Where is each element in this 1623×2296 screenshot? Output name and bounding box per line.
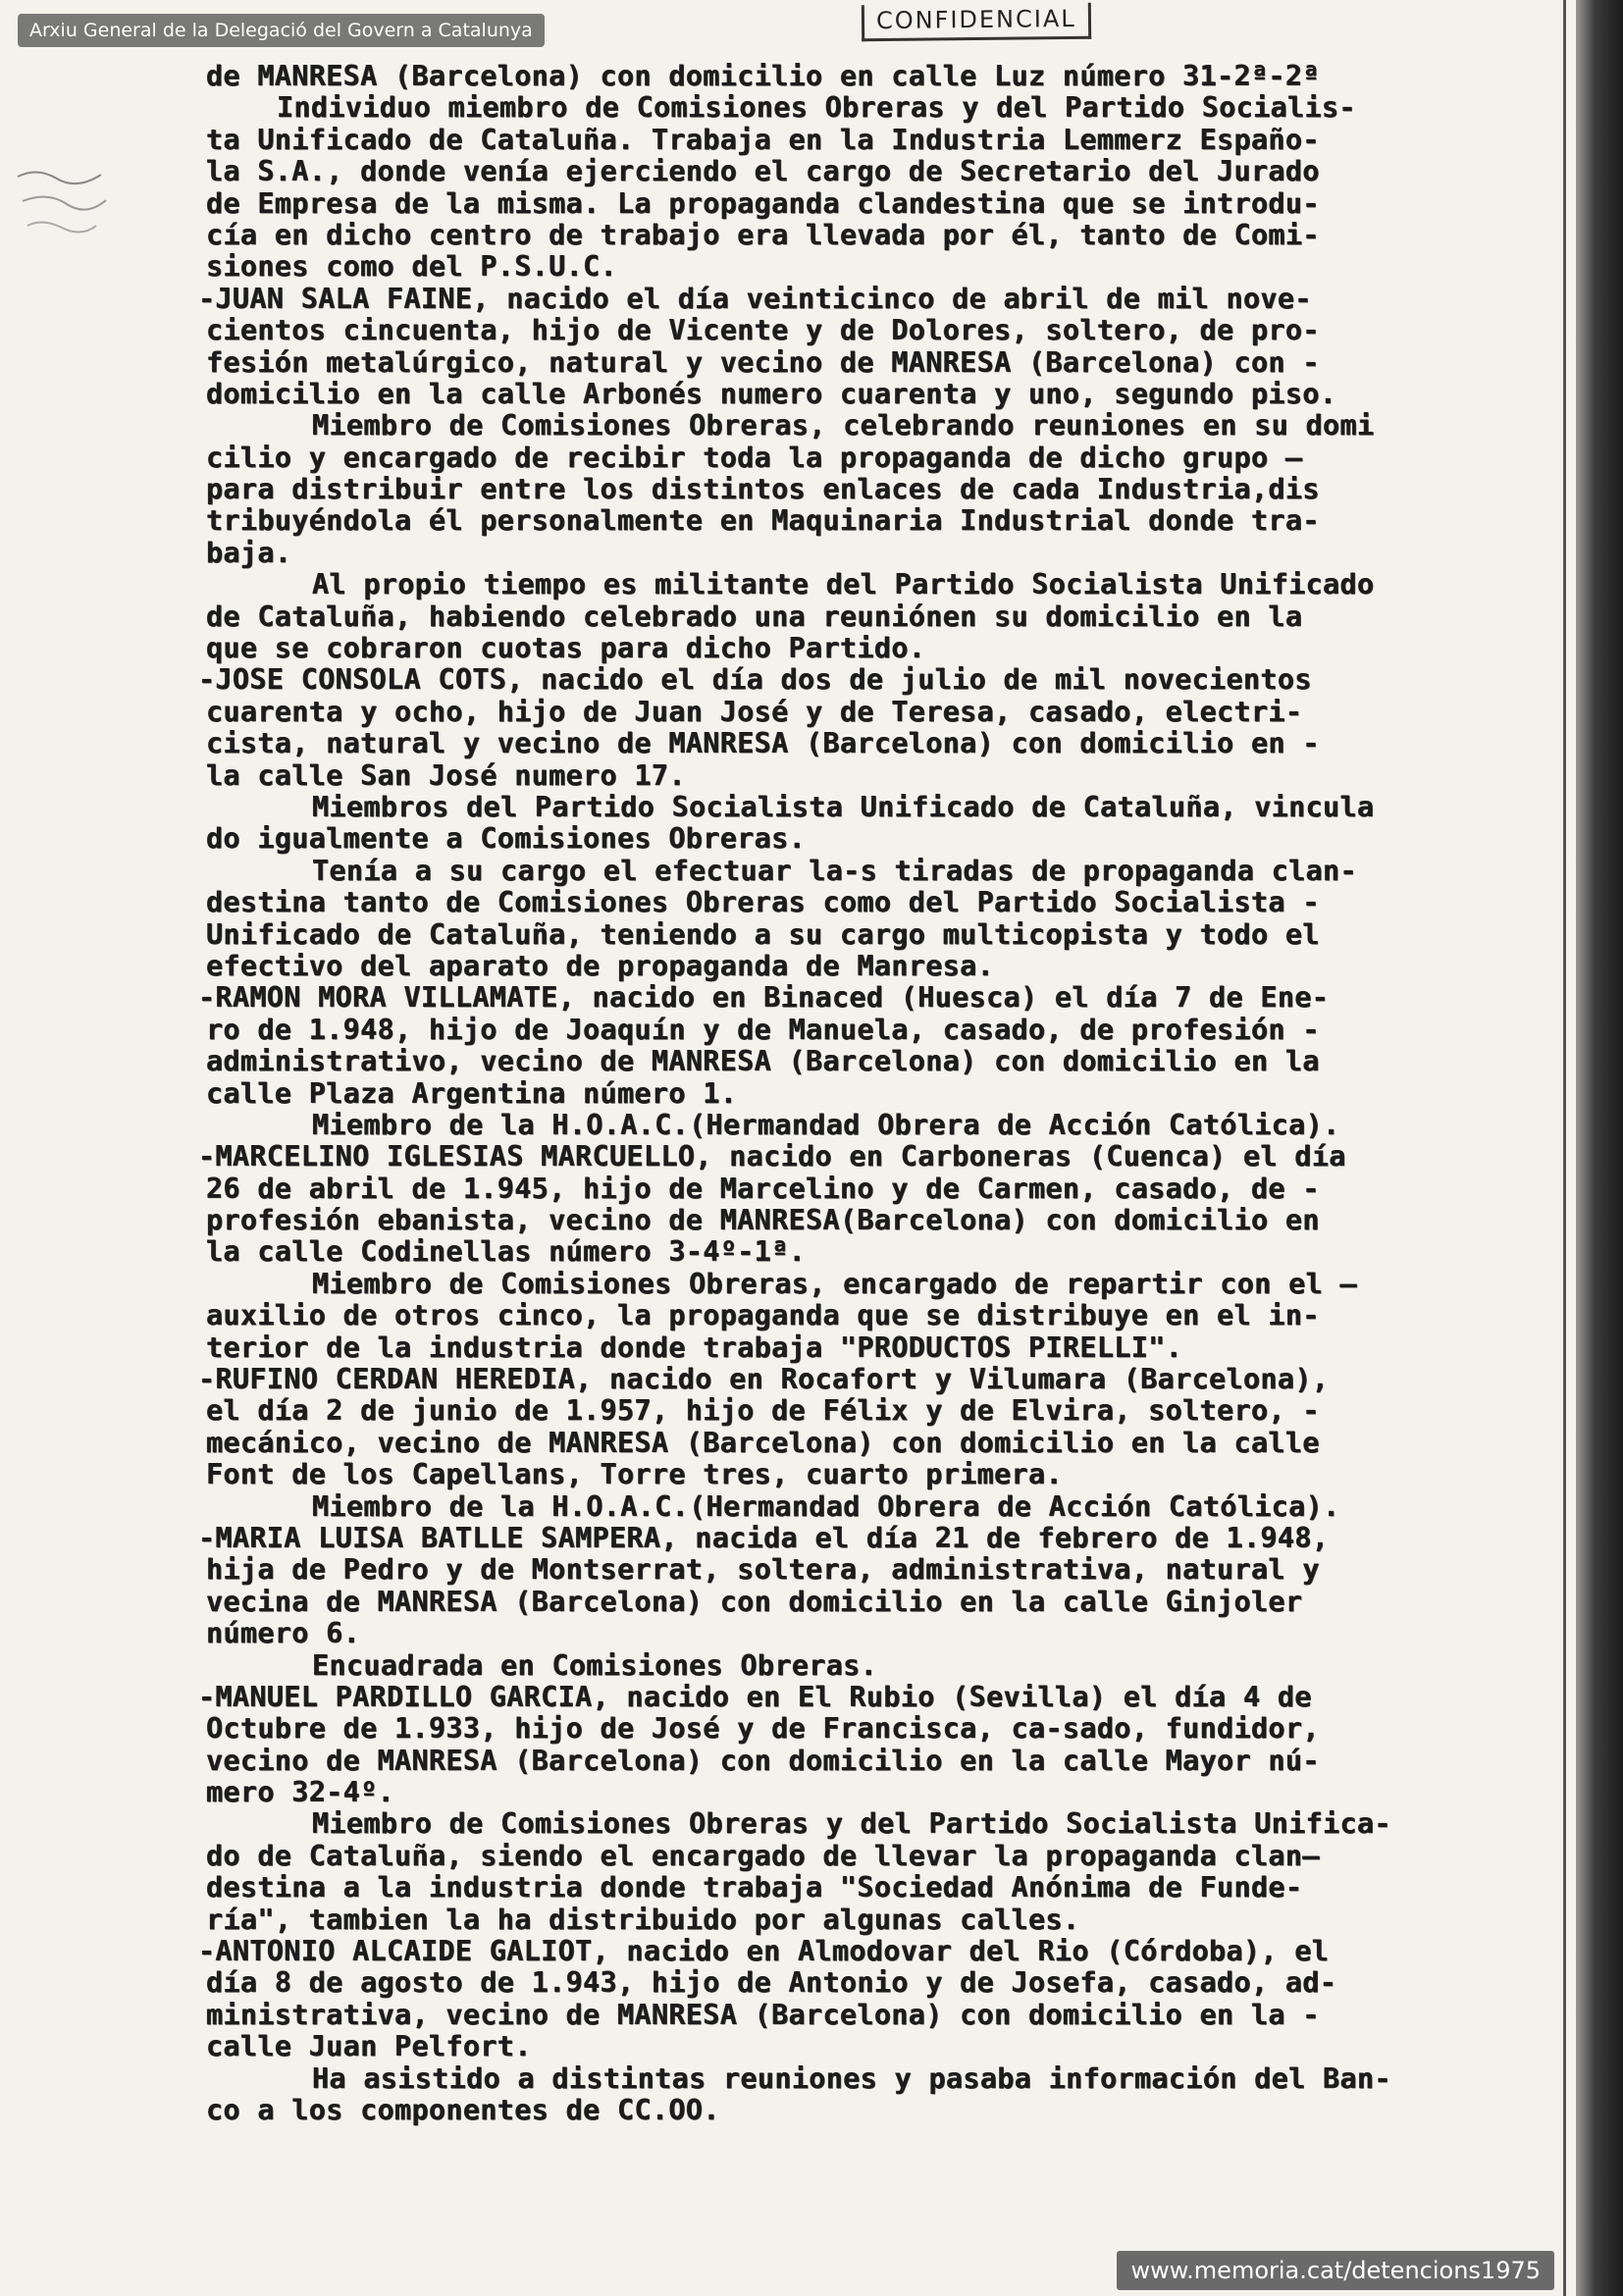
text-line: hija de Pedro y de Montserrat, soltera, administrativa, natural y [206, 1553, 1320, 1587]
text-line: destina a la industria donde trabaja "Sociedad Anónima de Funde- [206, 1871, 1303, 1905]
text-line: la calle Codinellas número 3-4º-1ª. [206, 1235, 807, 1269]
website-watermark: www.memoria.cat/detencions1975 [1117, 2251, 1554, 2290]
text-line: de MANRESA (Barcelona) con domicilio en calle Luz número 31-2ª-2ª [206, 60, 1320, 92]
text-line: cuarenta y ocho, hijo de Juan José y de Teresa, casado, electri- [206, 695, 1303, 728]
text-line: ta Unificado de Cataluña. Trabaja en la Industria Lemmerz Españo- [206, 123, 1320, 156]
text-line: cientos cincuenta, hijo de Vicente y de Dolores, soltero, de pro- [206, 314, 1320, 347]
text-line: la calle San José numero 17. [206, 758, 686, 792]
text-line: 26 de abril de 1.945, hijo de Marcelino y de Carmen, casado, de - [206, 1172, 1320, 1205]
text-line: mero 32-4º. [206, 1776, 395, 1809]
entry-heading-line: -ANTONIO ALCAIDE GALIOT, nacido en Almodovar del Rio (Córdoba), el [198, 1935, 1330, 1968]
text-line: la S.A., donde venía ejerciendo el cargo de Secretario del Jurado [206, 155, 1320, 188]
text-line: Miembros del Partido Socialista Unificado de Cataluña, vincula [312, 790, 1375, 823]
confidential-stamp: CONFIDENCIAL [862, 3, 1091, 41]
entry-heading-line: -MANUEL PARDILLO GARCIA, nacido en El Rubio (Sevilla) el día 4 de [198, 1680, 1312, 1713]
text-line: ría", tambien la ha distribuido por algunas calles. [206, 1903, 1080, 1936]
text-line: para distribuir entre los distintos enlaces de cada Industria,dis [206, 473, 1320, 506]
text-line: calle Juan Pelfort. [206, 2030, 532, 2063]
entry-heading-line: -JOSE CONSOLA COTS, nacido el día dos de julio de mil novecientos [198, 663, 1312, 697]
typed-report-body [198, 60, 1580, 2126]
text-line: de Cataluña, habiendo celebrado una reuniónen su domicilio en la [206, 600, 1303, 633]
text-line: Al propio tiempo es militante del Partido Socialista Unificado [312, 568, 1375, 601]
text-line: Miembro de Comisiones Obreras y del Partido Socialista Unifica- [312, 1807, 1391, 1841]
text-line: el día 2 de junio de 1.957, hijo de Félix y de Elvira, soltero, - [206, 1394, 1320, 1428]
text-line: Miembro de Comisiones Obreras, encargado de repartir con el — [312, 1267, 1357, 1300]
text-line: de Empresa de la misma. La propaganda clandestina que se introdu- [206, 186, 1320, 220]
text-line: siones como del P.S.U.C. [206, 250, 618, 284]
text-line: Octubre de 1.933, hijo de José y de Francisca, ca-sado, fundidor, [206, 1712, 1320, 1746]
text-line: Miembro de Comisiones Obreras, celebrando reuniones en su domi [312, 409, 1375, 443]
text-line: ro de 1.948, hijo de Joaquín y de Manuela, casado, de profesión - [206, 1013, 1320, 1046]
text-line: do de Cataluña, siendo el encargado de llevar la propaganda clan— [206, 1839, 1320, 1872]
text-line: Encuadrada en Comisiones Obreras. [312, 1648, 878, 1682]
text-line: día 8 de agosto de 1.943, hijo de Antonio y de Josefa, casado, ad- [206, 1966, 1337, 2000]
text-line: do igualmente a Comisiones Obreras. [206, 822, 807, 856]
text-line: cista, natural y vecino de MANRESA (Barcelona) con domicilio en - [206, 727, 1320, 760]
text-line: domicilio en la calle Arbonés numero cuarenta y uno, segundo piso. [206, 377, 1337, 410]
entry-heading-line: -JUAN SALA FAINE, nacido el día veinticinco de abril de mil nove- [198, 282, 1312, 315]
text-line: vecina de MANRESA (Barcelona) con domicilio en la calle Ginjoler [206, 1585, 1303, 1618]
text-line: Unificado de Cataluña, teniendo a su cargo multicopista y todo el [206, 917, 1320, 951]
scan-shadow [1576, 0, 1623, 2296]
text-line: calle Plaza Argentina número 1. [206, 1076, 738, 1110]
text-line: número 6. [206, 1617, 361, 1650]
archive-label: Arxiu General de la Delegació del Govern a Catalunya [18, 14, 545, 47]
text-line: Tenía a su cargo el efectuar la-s tiradas de propaganda clan- [312, 854, 1357, 887]
text-line: Ha asistido a distintas reuniones y pasaba información del Ban- [312, 2061, 1391, 2095]
text-line: cilio y encargado de recibir toda la propaganda de dicho grupo — [206, 441, 1303, 474]
text-line: tribuyéndola él personalmente en Maquinaria Industrial donde tra- [206, 504, 1320, 538]
text-line: cía en dicho centro de trabajo era llevada por él, tanto de Comi- [206, 218, 1320, 251]
text-line: mecánico, vecino de MANRESA (Barcelona) con domicilio en la calle [206, 1426, 1320, 1459]
text-line: vecino de MANRESA (Barcelona) con domicilio en la calle Mayor nú- [206, 1744, 1320, 1777]
text-line: fesión metalúrgico, natural y vecino de MANRESA (Barcelona) con - [206, 345, 1320, 379]
text-line: efectivo del aparato de propaganda de Manresa. [206, 949, 995, 982]
entry-heading-line: -MARIA LUISA BATLLE SAMPERA, nacida el día 21 de febrero de 1.948, [198, 1521, 1330, 1554]
margin-scribble-icon [8, 157, 126, 265]
text-line: auxilio de otros cinco, la propaganda que se distribuye en el in- [206, 1299, 1320, 1332]
text-line: administrativo, vecino de MANRESA (Barcelona) con domicilio en la [206, 1045, 1320, 1078]
text-line: Individuo miembro de Comisiones Obreras y del Partido Socialis- [277, 91, 1356, 125]
entry-heading-line: -MARCELINO IGLESIAS MARCUELLO, nacido en Carboneras (Cuenca) el día [198, 1140, 1346, 1174]
text-line: profesión ebanista, vecino de MANRESA(Barcelona) con domicilio en [206, 1204, 1320, 1237]
entry-heading-line: -RAMON MORA VILLAMATE, nacido en Binaced (Huesca) el día 7 de Ene- [198, 981, 1330, 1015]
text-line: destina tanto de Comisiones Obreras como del Partido Socialista - [206, 886, 1320, 919]
text-line: Font de los Capellans, Torre tres, cuarto primera. [206, 1458, 1063, 1491]
text-line: co a los componentes de CC.OO. [206, 2094, 720, 2126]
text-line: Miembro de la H.O.A.C.(Hermandad Obrera de Acción Católica). [312, 1489, 1340, 1523]
text-line: baja. [206, 536, 292, 569]
text-line: que se cobraron cuotas para dicho Partido. [206, 632, 926, 665]
text-line: Miembro de la H.O.A.C.(Hermandad Obrera de Acción Católica). [312, 1108, 1340, 1141]
entry-heading-line: -RUFINO CERDAN HEREDIA, nacido en Rocafort y Vilumara (Barcelona), [198, 1363, 1330, 1396]
text-line: terior de la industria donde trabaja "PRODUCTOS PIRELLI". [206, 1331, 1183, 1364]
text-line: ministrativa, vecino de MANRESA (Barcelona) con domicilio en la - [206, 1998, 1320, 2031]
